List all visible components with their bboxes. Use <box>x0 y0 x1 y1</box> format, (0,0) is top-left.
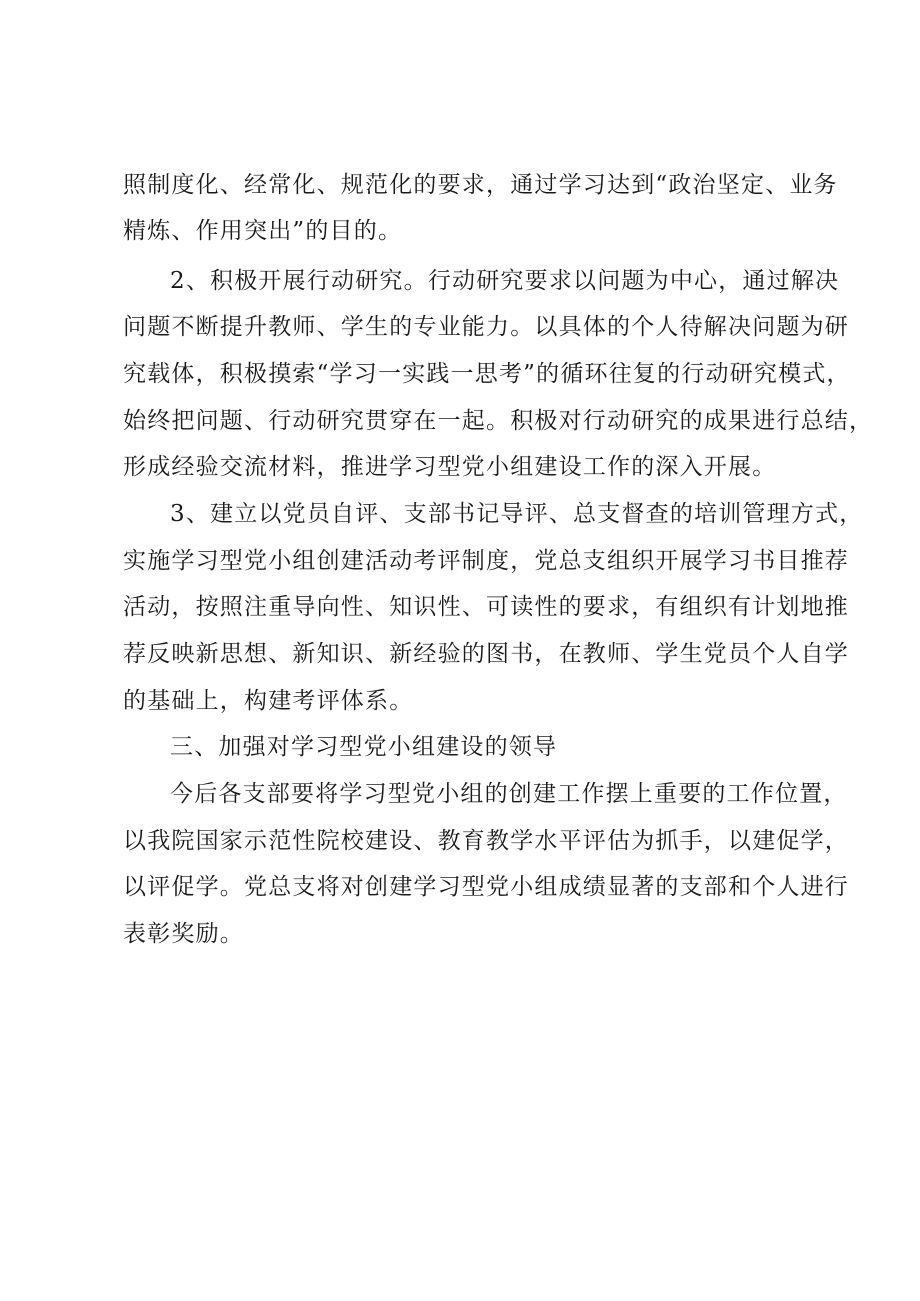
text-line: 的基础上，构建考评体系。 <box>123 688 414 714</box>
section-heading: 三、加强对学习型党小组建设的领导 <box>170 734 558 760</box>
text-line: 2、积极开展行动研究。行动研究要求以问题为中心，通过解决 <box>170 268 840 294</box>
text-line: 以评促学。党总支将对创建学习型党小组成绩显著的支部和个人进行 <box>123 874 849 900</box>
text-line: 始终把问题、行动研究贯穿在一起。积极对行动研究的成果进行总结， <box>123 408 874 434</box>
text-line: 形成经验交流材料，推进学习型党小组建设工作的深入开展。 <box>123 454 777 480</box>
text-line: 照制度化、经常化、规范化的要求，通过学习达到“政治坚定、业务 <box>123 172 838 198</box>
text-line: 精炼、作用突出”的目的。 <box>123 218 403 244</box>
text-line: 表彰奖励。 <box>123 921 244 947</box>
text-line: 活动，按照注重导向性、知识性、可读性的要求，有组织有计划地推 <box>123 594 849 620</box>
text-line: 实施学习型党小组创建活动考评制度，党总支组织开展学习书目推荐 <box>123 548 849 574</box>
text-line: 3、建立以党员自评、支部书记导评、总支督查的培训管理方式， <box>170 501 864 527</box>
text-line: 问题不断提升教师、学生的专业能力。以具体的个人待解决问题为研 <box>123 314 849 340</box>
text-line: 今后各支部要将学习型党小组的创建工作摆上重要的工作位置， <box>170 781 848 807</box>
text-line: 以我院国家示范性院校建设、教育教学水平评估为抓手，以建促学， <box>123 828 849 854</box>
text-line: 究载体，积极摸索“学习一实践一思考”的循环往复的行动研究模式， <box>123 361 851 387</box>
text-line: 荐反映新思想、新知识、新经验的图书，在教师、学生党员个人自学 <box>123 641 849 667</box>
